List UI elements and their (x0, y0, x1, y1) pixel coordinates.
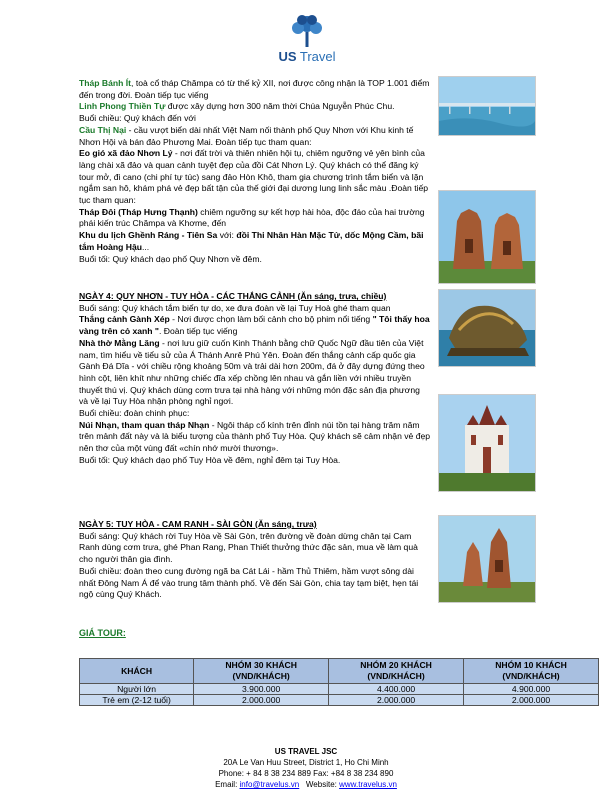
column-header: KHÁCH (80, 659, 194, 684)
company-phone: Phone: + 84 8 38 234 889 Fax: +84 8 38 234 890 (218, 769, 394, 778)
email-link[interactable]: info@travelus.vn (239, 780, 300, 789)
table-cell: 2.000.000 (194, 695, 329, 706)
website-label: Website: (299, 780, 340, 789)
table-cell: 2.000.000 (329, 695, 464, 706)
table-cell: Người lớn (80, 684, 194, 695)
email-label: Email: (215, 780, 240, 789)
paragraph: Buổi tối: Quý khách dạo phố Tuy Hòa về đêm, nghỉ đêm tại Tuy Hòa. (79, 454, 341, 465)
day5-title: NGÀY 5: TUY HÒA - CAM RANH - SÀI GÒN (Ăn sáng, trưa) (79, 519, 317, 529)
table-cell: 4.900.000 (464, 684, 599, 695)
paragraph: Buổi chiều: Quý khách đến với (79, 113, 196, 124)
column-header: NHÓM 20 KHÁCH (VND/KHÁCH) (329, 659, 464, 684)
paragraph: Núi Nhạn, tham quan tháp Nhạn - Ngôi tháp cổ kính trên đỉnh núi tồn tại hàng trăm năm trên mảnh đất này và là biểu tượng của thành phố Tuy Hòa. Quý khách sẽ cảm nhận vẻ đẹp nên thơ của một vùng đất «chín nhớ mười thương». (79, 419, 431, 454)
company-name: US TRAVEL JSC (274, 747, 338, 756)
table-header-row (80, 659, 599, 684)
mang-lang-church-photo (438, 394, 536, 492)
contact-line (0, 779, 612, 790)
day4-title: NGÀY 4: QUY NHƠN - TUY HÒA - CÁC THẮNG CẢNH (Ăn sáng, trưa, chiều) (79, 291, 387, 301)
paragraph: Linh Phong Thiền Tự được xây dựng hơn 300 năm thời Chúa Nguyễn Phúc Chu. (79, 101, 395, 112)
paragraph: Khu du lịch Ghềnh Ráng - Tiên Sa với: đồi Thi Nhân Hàn Mặc Tử, dốc Mộng Cầm, bãi tắm Hoàng Hậu... (79, 230, 424, 252)
table-cell: 3.900.000 (194, 684, 329, 695)
paragraph: Tháp Bánh Ít, toà cổ tháp Chămpa có từ thế kỷ XII, nơi được công nhận là TOP 1.001 điểm đến trong đời. Đoàn tiếp tục viếng (79, 78, 430, 100)
section-day3-continued (79, 78, 431, 265)
table-cell: Trẻ em (2-12 tuổi) (80, 695, 194, 706)
paragraph: Buổi sáng: Quý khách tắm biển tự do, xe đưa đoàn về lại Tuy Hoà ghé tham quan (79, 302, 391, 313)
table-row (80, 684, 599, 695)
paragraph: Thắng cảnh Gành Xép - Nơi được chọn làm bối cảnh cho bộ phim nổi tiếng " Tôi thấy hoa vàng trên cỏ xanh ". Đoàn tiếp tục viếng (79, 314, 430, 337)
logo-text: US Travel (278, 49, 336, 64)
ganh-xep-cliff-photo (438, 289, 536, 367)
paragraph: Buổi tối: Quý khách dạo phố Quy Nhơn về đêm. (79, 253, 262, 264)
price-table (79, 658, 599, 706)
bridge-photo (438, 76, 536, 136)
paragraph: Buổi chiều: đoàn chinh phục: (79, 408, 190, 419)
table-cell: 4.400.000 (329, 684, 464, 695)
paragraph: Buổi sáng: Quý khách rời Tuy Hòa về Sài Gòn, trên đường về đoàn dừng chân tại Cam Ranh dùng cơm trưa, ghé Phan Rang, Phan Thiết thưởng thức đặc sản, mua về làm quà cho người thân gia đình. (79, 530, 418, 565)
cham-tower-photo (438, 515, 536, 603)
paragraph: Buổi chiều: đoàn theo cung đường ngã ba Cát Lái - hầm Thủ Thiêm, hầm vượt sông dài nhất Đông Nam Á để vào trung tâm thành phố. Về đến Sài Gòn, chia tay tạm biệt, hẹn tái ngộ cùng Quý Khách. (79, 565, 419, 600)
paragraph: Cầu Thị Nại - cầu vượt biển dài nhất Việt Nam nối thành phố Quy Nhơn với Khu kinh tế Nhơn Hội và bán đảo Phương Mai. Đoàn tiếp tục tham quan: (79, 124, 414, 147)
section-day5 (79, 519, 431, 601)
table-cell: 2.000.000 (464, 695, 599, 706)
column-header: NHÓM 30 KHÁCH (VND/KHÁCH) (194, 659, 329, 684)
footer (0, 746, 612, 790)
twin-towers-photo (438, 190, 536, 284)
paragraph: Eo gió xã đảo Nhơn Lý - nơi đất trời và thiên nhiên hội tụ, chiêm ngưỡng vẻ yên bình của làng chài xã đảo và quan cảnh tuyệt đẹp của đồi Cát Nhơn Lý. Quý khách có thể đăng ký tour mở, đi cano (chi phí tự túc) sang đảo Hòn Khô, tham gia chương trình tắm biển và lặn ngắm san hô, khám phá vẻ đẹp bất tận của thế giới đại dương lung linh sắc màu .Đoàn tiếp tục tham quan: (79, 148, 429, 206)
website-link[interactable]: www.travelus.vn (339, 780, 397, 789)
table-row (80, 695, 599, 706)
company-address: 20A Le Van Huu Street, District 1, Ho Chi Minh (223, 758, 389, 767)
us-travel-logo (262, 14, 352, 70)
paragraph: Tháp Đôi (Tháp Hưng Thạnh) chiêm ngưỡng sự kết hợp hài hòa, độc đáo của hai trường phái kiến trúc Chămpa và Khơme, đến (79, 206, 425, 229)
column-header: NHÓM 10 KHÁCH (VND/KHÁCH) (464, 659, 599, 684)
tree-icon (289, 14, 325, 48)
price-section-title: GIÁ TOUR: (79, 628, 126, 638)
section-day4 (79, 291, 431, 467)
paragraph: Nhà thờ Mằng Lăng - nơi lưu giữ cuốn Kinh Thánh bằng chữ Quốc Ngữ đầu tiên của Việt nam, tìm hiểu về tiểu sử của Á Thánh Anrê Phú Yên. Đoàn đến thắng cảnh cấp quốc gia Gành Đá Dĩa - với chiều rộng khoảng 50m và trải dài hơn 200m, đá ở đây dựng đứng theo hình cột, liên khít như những chiếc đĩa xếp chồng lên nhau và gắn liền với nhiều truyền thuyết thú vị. Quý khách dùng cơm trưa tại nhà hàng với những món đặc sản địa phương và về lại Tuy Hòa nhận phòng nghỉ ngơi. (79, 337, 425, 407)
